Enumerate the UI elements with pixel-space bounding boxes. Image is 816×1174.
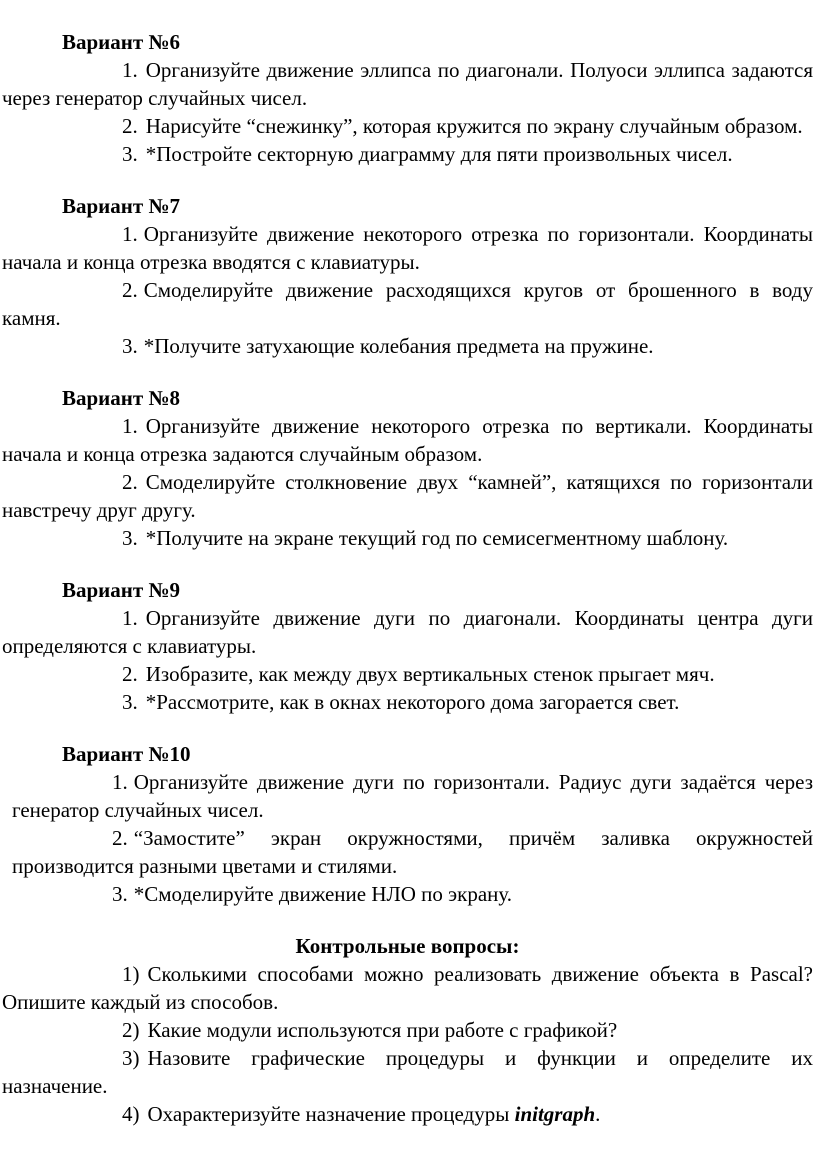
task-item	[2, 332, 813, 360]
question-item	[2, 1100, 813, 1128]
task-number: 1.	[112, 770, 128, 794]
task-text: Организуйте движение дуги по диагонали. Координаты центра дуги определяются с клавиатуры.	[2, 606, 813, 658]
task-text: “Замостите” экран окружностями, причём заливка окружностей производится разными цветами и стилями.	[12, 826, 813, 878]
question-text: Какие модули используются при работе с графикой?	[147, 1018, 618, 1042]
task-number: 2.	[122, 470, 138, 494]
task-number: 2.	[122, 278, 138, 302]
task-number: 3.	[122, 142, 138, 166]
question-tail: .	[595, 1102, 601, 1126]
task-item	[2, 604, 813, 660]
task-number: 3.	[122, 526, 138, 550]
variant-8	[2, 384, 813, 552]
task-item	[2, 660, 813, 688]
question-number: 1)	[122, 962, 140, 986]
task-number: 1.	[122, 58, 138, 82]
task-item	[2, 824, 813, 880]
variant-10	[2, 740, 813, 908]
task-item	[2, 468, 813, 524]
task-item	[2, 768, 813, 824]
question-text: Сколькими способами можно реализовать движение объекта в Pascal? Опишите каждый из способов.	[2, 962, 813, 1014]
task-number: 1.	[122, 606, 138, 630]
question-item	[2, 960, 813, 1016]
document-page	[2, 28, 813, 1128]
task-text: Организуйте движение эллипса по диагонали. Полуоси эллипса задаются через генератор случайных чисел.	[2, 58, 813, 110]
variant-title: Вариант №8	[62, 386, 181, 410]
control-questions	[2, 932, 813, 1128]
task-number: 3.	[122, 334, 138, 358]
variant-9	[2, 576, 813, 716]
task-number: 1.	[122, 414, 138, 438]
task-item	[2, 56, 813, 112]
question-item	[2, 1016, 813, 1044]
task-item	[2, 880, 813, 908]
question-text: Охарактеризуйте назначение процедуры	[147, 1102, 515, 1126]
task-text: Организуйте движение некоторого отрезка по горизонтали. Координаты начала и конца отрезка вводятся с клавиатуры.	[2, 222, 813, 274]
questions-title: Контрольные вопросы:	[295, 934, 520, 958]
task-number: 2.	[122, 114, 138, 138]
task-number: 2.	[112, 826, 128, 850]
variant-6	[2, 28, 813, 168]
task-number: 3.	[122, 690, 138, 714]
task-item	[2, 412, 813, 468]
task-text: Изобразите, как между двух вертикальных стенок прыгает мяч.	[145, 662, 715, 686]
question-text: Назовите графические процедуры и функции и определите их назначение.	[2, 1046, 813, 1098]
task-text: Смоделируйте движение расходящихся кругов от брошенного в воду камня.	[2, 278, 813, 330]
question-item	[2, 1044, 813, 1100]
variant-title: Вариант №6	[62, 30, 181, 54]
task-number: 2.	[122, 662, 138, 686]
task-text: Организуйте движение некоторого отрезка по вертикали. Координаты начала и конца отрезка задаются случайным образом.	[2, 414, 813, 466]
task-text: *Получите на экране текущий год по семисегментному шаблону.	[145, 526, 729, 550]
task-text: Организуйте движение дуги по горизонтали. Радиус дуги задаётся через генератор случайных чисел.	[12, 770, 813, 822]
task-text: *Постройте секторную диаграмму для пяти произвольных чисел.	[145, 142, 733, 166]
task-text: *Получите затухающие колебания предмета на пружине.	[143, 334, 654, 358]
question-number: 4)	[122, 1102, 140, 1126]
task-item	[2, 220, 813, 276]
task-text: Смоделируйте столкновение двух “камней”, катящихся по горизонтали навстречу друг другу.	[2, 470, 813, 522]
task-text: *Смоделируйте движение НЛО по экрану.	[133, 882, 513, 906]
variant-title: Вариант №7	[62, 194, 181, 218]
task-text: *Рассмотрите, как в окнах некоторого дома загорается свет.	[145, 690, 680, 714]
task-item	[2, 276, 813, 332]
question-number: 3)	[122, 1046, 140, 1070]
task-item	[2, 688, 813, 716]
task-number: 1.	[122, 222, 138, 246]
variant-title: Вариант №10	[62, 742, 191, 766]
task-item	[2, 524, 813, 552]
task-item	[2, 112, 813, 140]
question-number: 2)	[122, 1018, 140, 1042]
task-number: 3.	[112, 882, 128, 906]
task-text: Нарисуйте “снежинку”, которая кружится по экрану случайным образом.	[145, 114, 803, 138]
procedure-keyword: initgraph	[514, 1102, 596, 1126]
variant-title: Вариант №9	[62, 578, 181, 602]
task-item	[2, 140, 813, 168]
variant-7	[2, 192, 813, 360]
